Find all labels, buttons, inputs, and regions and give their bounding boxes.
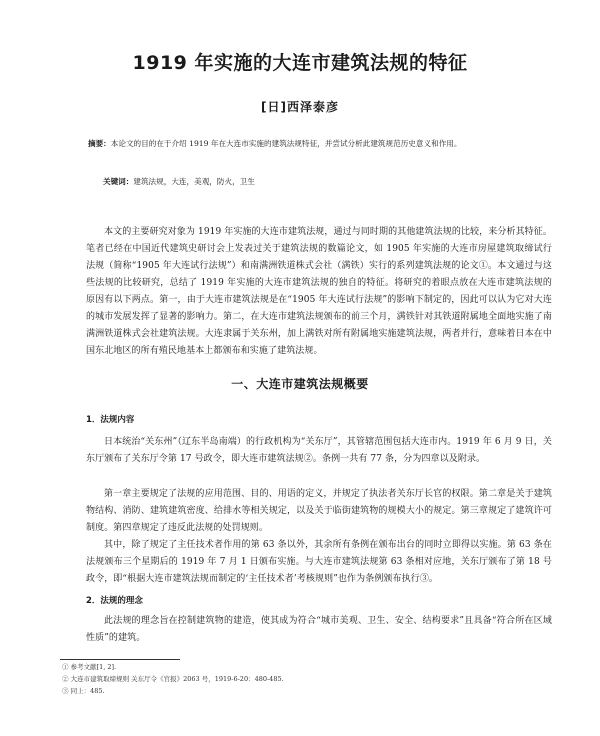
intro-paragraph: 本文的主要研究对象为 1919 年实施的大连市建筑法规，通过与同时期的其他建筑法规的比较，来分析其特征。笔者已经在中国近代建筑史研讨会上发表过关于建筑法规的数篇论文，如 1905 年实施的大连市房屋建筑取缔试行法规（简称“1905 年大连试行法规”）和南满洲铁道株式会社（满铁）实行的系列建筑法规的论文①。本文通过与这些法规的比较研究，总结了 1919 年实施的大连市建筑法规的独自的特征。将研究的着眼点放在大连市建筑法规的原因有以下两点。第一，由于大连市建筑法规是在“1905 年大连试行法规”的影响下制定的，因此可以认为它对大连的城市发展发挥了显著的影响力。第二，在大连市建筑法规颁布的前三个月，满铁针对其铁道附属地全面地实施了南满洲铁道株式会社建筑法规。大连隶属于关东州，加上满铁对所有附属地实施建筑法规，两者并行，意味着日本在中国东北地区的所有殖民地基本上都颁布和实施了建筑法规。 <box>86 227 552 356</box>
paper-title: 1919 年实施的大连市建筑法规的特征 <box>132 52 468 74</box>
subsection-heading-philosophy: 2．法规的理念 <box>86 596 143 606</box>
keywords-text: 建筑法规，大连，美观，防火，卫生 <box>133 177 255 186</box>
keywords-label: 关键词： <box>103 177 134 186</box>
footnote-divider <box>60 659 180 660</box>
abstract <box>88 138 508 149</box>
abstract-text: 本论文的目的在于介绍 1919 年在大连市实施的建筑法规特征，并尝试分析此建筑规范历史意义和作用。 <box>110 139 462 148</box>
footnote-2: ② 大连市建筑取缔规则 关东厅令《官报》2063 号，1919-6-20：480-485. <box>62 675 284 683</box>
author: [日]西泽泰彦 <box>261 100 339 114</box>
subsection-heading-content: 1．法规内容 <box>86 415 135 425</box>
paragraph-content-3: 其中，除了规定了主任技术者作用的第 63 条以外，其余所有条例在颁布出台的同时立即得以实施。第 63 条在法规颁布三个星期后的 1919 年 7 月 1 日颁布实施。与大连市建筑法规第 63 条相对应地，关东厅颁布了第 18 号政令，即“根据大连市建筑法规而制定的‘主任技术者’考核规则”也作为条例颁布执行③。 <box>86 540 552 584</box>
section-heading: 一、大连市建筑法规概要 <box>231 377 369 391</box>
paragraph-content-1: 日本统治“关东州”（辽东半岛南端）的行政机构为“关东厅”，其管辖范围包括大连市内。1919 年 6 月 9 日，关东厅颁布了关东厅令第 17 号政令，即大连市建筑法规②。条例一共有 77 条，分为四章以及附录。 <box>86 437 552 464</box>
footnote-3: ③ 同上：485. <box>62 687 105 695</box>
keywords <box>103 176 503 187</box>
footnote-1: ① 参考文献[1, 2]. <box>62 663 117 671</box>
paragraph-content-2: 第一章主要规定了法规的应用范围、目的、用语的定义，并规定了执法者关东厅长官的权限。第二章是关于建筑物结构、消防、建筑建筑密度、给排水等相关规定，以及关于临街建筑物的规模大小的规定。第三章规定了建筑许可制度。第四章规定了违反此法规的处罚规则。 <box>86 489 552 533</box>
paragraph-philosophy: 此法规的理念旨在控制建筑物的建造，使其成为符合“城市美观、卫生、安全、结构要求”且具备“符合所在区域性质”的建筑。 <box>86 616 552 643</box>
abstract-label: 摘要： <box>88 139 111 148</box>
